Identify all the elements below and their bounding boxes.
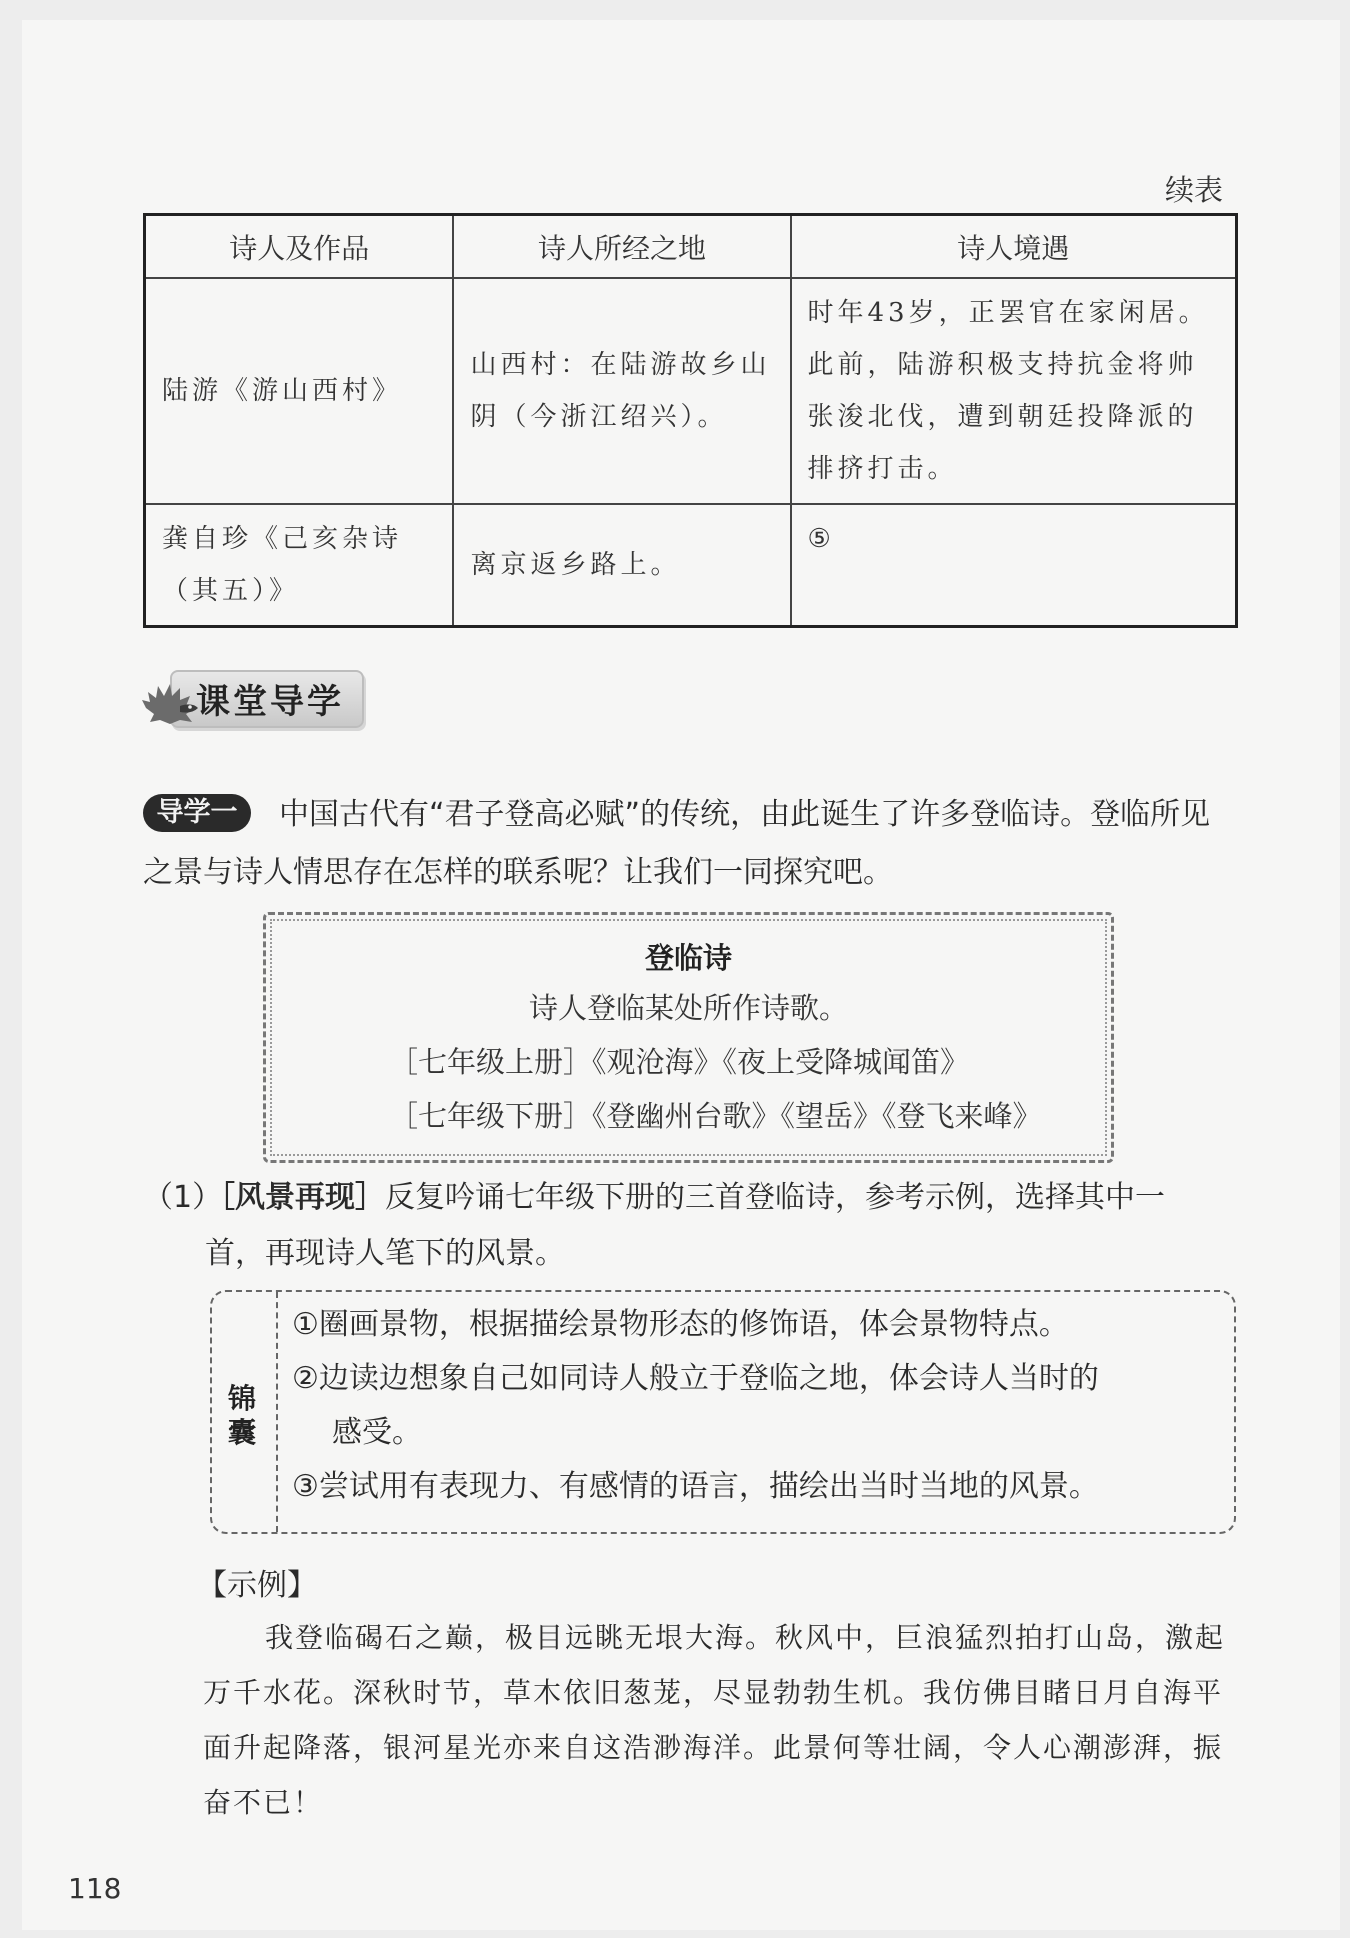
table-cell-work: 龚自珍《己亥杂诗（其五）》 <box>145 504 454 627</box>
tips-label: 锦囊 <box>228 1382 257 1449</box>
guide-badge: 导学一 <box>143 794 251 832</box>
example-paragraph: 我登临碣石之巅，极目远眺无垠大海。秋风中，巨浪猛烈拍打山岛，激起万千水花。深秋时节，草木依旧葱茏，尽显勃勃生机。我仿佛目睹日月自海平面升起降落，银河星光亦来自这浩渺海洋。此景何等壮阔，令人心潮澎湃，振奋不已！ <box>203 1621 1226 1819</box>
example-label: 【示例】 <box>197 1568 317 1603</box>
question-text-line1: 反复吟诵七年级下册的三首登临诗，参考示例，选择其中一 <box>385 1180 1165 1215</box>
tip-item: ①圈画景物，根据描绘景物形态的修饰语，体会景物特点。 <box>292 1307 1069 1342</box>
info-box-definition: 诗人登临某处所作诗歌。 <box>528 991 848 1025</box>
table-header-cell: 诗人境遇 <box>791 215 1237 279</box>
table-header-cell: 诗人所经之地 <box>453 215 790 279</box>
info-box-grade-lower: ［七年级下册］《登幽州台歌》《望岳》《登飞来峰》 <box>389 1099 1042 1133</box>
info-box-grade-upper: ［七年级上册］《观沧海》《夜上受降城闻笛》 <box>389 1045 970 1079</box>
example-text <box>203 1610 1233 1830</box>
tip-item: ②边读边想象自己如同诗人般立于登临之地，体会诗人当时的 <box>292 1361 1099 1396</box>
guide-text: 中国古代有“君子登高必赋”的传统，由此诞生了许多登临诗。登临所见之景与诗人情思存在怎样的联系呢？让我们一同探究吧。 <box>143 797 1211 890</box>
question-text-line2: 首，再现诗人笔下的风景。 <box>205 1236 565 1271</box>
guide-paragraph <box>143 786 1238 902</box>
section-banner <box>140 664 365 730</box>
question-1 <box>143 1170 1243 1282</box>
table-header-cell: 诗人及作品 <box>145 215 454 279</box>
section-title: 课堂导学 <box>196 682 344 722</box>
table-cell-situation: ⑤ <box>791 504 1237 627</box>
question-tag: ［风景再现］ <box>205 1180 385 1215</box>
hedgehog-icon <box>140 678 200 726</box>
info-box-title: 登临诗 <box>644 941 732 975</box>
tip-item: ③尝试用有表现力、有感情的语言，描绘出当时当地的风景。 <box>292 1469 1099 1504</box>
table-row <box>145 278 1237 504</box>
tip-item: 感受。 <box>332 1415 422 1450</box>
tips-box <box>210 1290 1236 1534</box>
poet-table <box>143 213 1238 628</box>
table-cell-place: 山西村：在陆游故乡山阴（今浙江绍兴）。 <box>453 278 790 504</box>
table-cell-work: 陆游《游山西村》 <box>145 278 454 504</box>
question-number: （1） <box>143 1180 223 1215</box>
table-row <box>145 504 1237 627</box>
continued-label: 续表 <box>1165 173 1224 207</box>
tips-items <box>292 1298 1222 1514</box>
table-cell-place: 离京返乡路上。 <box>453 504 790 627</box>
info-box <box>263 912 1114 1163</box>
table-cell-situation: 时年43岁，正罢官在家闲居。此前，陆游积极支持抗金将帅张浚北伐，遭到朝廷投降派的排挤打击。 <box>791 278 1237 504</box>
page-number: 118 <box>68 1872 122 1905</box>
tips-side <box>212 1292 278 1532</box>
table-header-row <box>145 215 1237 279</box>
